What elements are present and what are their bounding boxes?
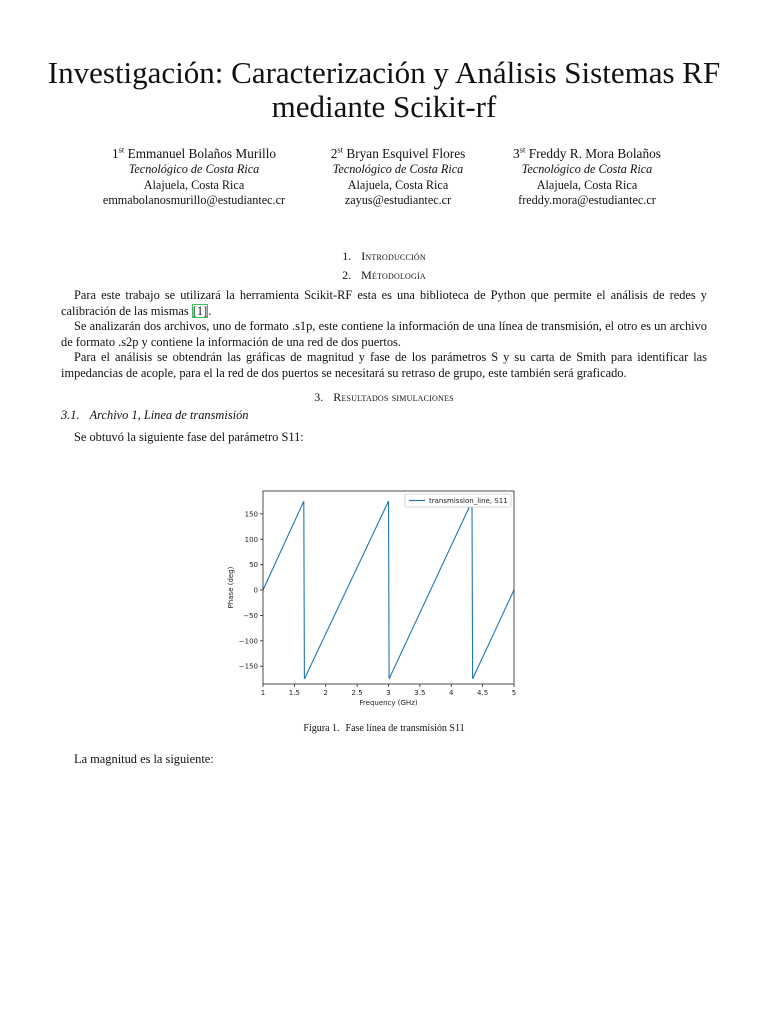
author-1 (84, 146, 304, 209)
x-tick-label: 2.5 (351, 689, 363, 697)
author-location: Alajuela, Costa Rica (143, 177, 245, 192)
paragraph-5: La magnitud es la siguiente: (74, 752, 214, 766)
y-tick-label: −150 (238, 662, 258, 671)
author-email: freddy.mora@estudiantec.cr (518, 193, 656, 208)
paragraph-2: Se analizarán dos archivos, uno de formato .s1p, este contiene la información de una línea de transmisión, el otro es un archivo de formato .s2p y contiene la información de una red de dos puertos. (61, 319, 707, 349)
author-affiliation: Tecnológico de Costa Rica (332, 162, 464, 176)
author-affiliation: Tecnológico de Costa Rica (128, 162, 260, 176)
paper-title: Investigación: Caracterización y Análisis Sistemas RF mediante Scikit-rf (47, 55, 721, 124)
x-tick-label: 3.5 (414, 689, 426, 697)
author-email: zayus@estudiantec.cr (344, 193, 452, 208)
citation-link[interactable]: [1] (192, 303, 208, 318)
author-affiliation: Tecnológico de Costa Rica (521, 162, 653, 176)
y-tick-label: 150 (244, 510, 258, 519)
x-tick-label: 1 (260, 689, 266, 697)
author-name: 1st Emmanuel Bolaños Murillo (111, 144, 277, 161)
author-location: Alajuela, Costa Rica (536, 177, 638, 192)
legend (405, 494, 511, 507)
x-tick-label: 2 (323, 689, 328, 697)
author-name: 3st Freddy R. Mora Bolaños (513, 144, 661, 161)
subsection-heading: 3.1. Archivo 1, Linea de transmisión (61, 408, 249, 422)
author-name: 2st Bryan Esquivel Flores (330, 144, 466, 161)
phase-chart (223, 486, 523, 710)
author-2 (298, 146, 498, 209)
paragraph-4: Se obtuvó la siguiente fase del parámetro S11: (74, 430, 304, 444)
figure-caption: Figura 1. Fase línea de transmisión S11 (303, 723, 465, 734)
legend-entry-label: transmission_line, S11 (429, 497, 508, 505)
author-email: emmabolanosmurillo@estudiantec.cr (102, 193, 286, 208)
x-tick-label: 4.5 (477, 689, 489, 697)
y-tick-label: −100 (238, 637, 258, 646)
y-axis-label: Phase (deg) (227, 566, 235, 609)
y-tick-label: −50 (243, 611, 258, 620)
paragraph-3: Para el análisis se obtendrán las gráficas de magnitud y fase de los parámetros S y su carta de Smith para identificar las impedancias de acople, para el la red de dos puertos se necesitará su retraso de grupo, este también será graficado. (61, 350, 707, 380)
x-tick-label: 5 (511, 689, 517, 697)
series-line-transmission-line-s11 (263, 501, 514, 679)
x-tick-label: 3 (386, 689, 391, 697)
y-tick-label: 0 (253, 586, 258, 595)
x-axis-label: Frequency (GHz) (359, 699, 418, 707)
figure-phase-plot (223, 486, 523, 710)
x-tick-label: 4 (449, 689, 454, 697)
x-tick-label: 1.5 (288, 689, 300, 697)
y-tick-label: 50 (249, 561, 258, 570)
section-heading-metodologia: 2. Métodología (342, 268, 426, 282)
author-location: Alajuela, Costa Rica (347, 177, 449, 192)
section-heading-resultados: 3. Resultados simulaciones (314, 390, 454, 404)
paragraph-1: Para este trabajo se utilizará la herramienta Scikit-RF esta es una biblioteca de Python que permite el análisis de redes y calibración de las mismas [1]. (61, 288, 707, 318)
author-3 (487, 146, 687, 209)
section-heading-introduccion: 1. Introducción (342, 249, 426, 263)
y-tick-label: 100 (244, 535, 258, 544)
